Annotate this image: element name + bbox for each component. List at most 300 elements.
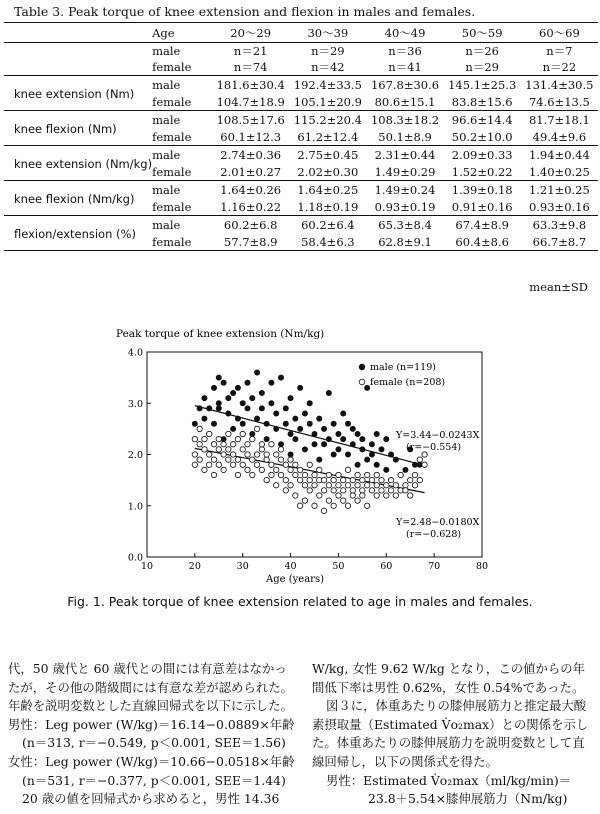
female-point — [398, 472, 403, 477]
male-point — [307, 401, 312, 406]
male-point — [341, 437, 346, 442]
age-group-header: 30〜39 — [307, 25, 349, 40]
female-point — [369, 477, 374, 482]
cell: n＝22 — [542, 60, 577, 74]
female-point — [345, 483, 350, 488]
female-point — [197, 457, 202, 462]
female-point — [269, 472, 274, 477]
female-point — [293, 462, 298, 467]
male-point — [350, 442, 355, 447]
female-point — [259, 467, 264, 472]
male-point — [393, 457, 398, 462]
male-point — [245, 406, 250, 411]
male-point — [403, 467, 408, 472]
female-point — [250, 457, 255, 462]
female-point — [288, 483, 293, 488]
cell: 2.74±0.36 — [220, 148, 282, 162]
cell: 58.4±6.3 — [301, 235, 355, 249]
female-point — [221, 467, 226, 472]
age-group-header: 20〜29 — [230, 25, 272, 40]
male-point — [202, 396, 207, 401]
female-point — [288, 467, 293, 472]
male-point — [312, 431, 317, 436]
text-line: 男性：Leg power (W/kg)＝16.14−0.0889×年齢 — [8, 716, 295, 732]
cell: 1.39±0.18 — [451, 183, 513, 197]
male-point — [341, 411, 346, 416]
female-point — [216, 462, 221, 467]
male-point — [288, 452, 293, 457]
text-column-left — [8, 660, 298, 809]
row-group — [4, 146, 598, 181]
cell: 192.4±33.5 — [293, 78, 362, 92]
female-point — [278, 457, 283, 462]
male-point — [216, 401, 221, 406]
female-point — [192, 462, 197, 467]
sex-label: male — [152, 113, 181, 127]
x-tick-label: 60 — [380, 561, 393, 572]
cell: 67.4±8.9 — [455, 218, 509, 232]
male-point — [317, 416, 322, 421]
female-point — [379, 488, 384, 493]
cell: n＝41 — [388, 60, 422, 74]
female-point — [384, 493, 389, 498]
male-point — [369, 452, 374, 457]
male-point — [345, 452, 350, 457]
female-point — [230, 442, 235, 447]
male-point — [197, 406, 202, 411]
male-point — [384, 437, 389, 442]
female-point — [254, 462, 259, 467]
female-point — [408, 477, 413, 482]
female-point — [388, 488, 393, 493]
text-line: 代，50 歳代と 60 歳代との間には有意差はなかっ — [8, 661, 287, 676]
female-point — [403, 483, 408, 488]
female-point — [384, 483, 389, 488]
cell: 2.75±0.45 — [297, 148, 359, 162]
male-point — [326, 390, 331, 395]
cell: 108.3±18.2 — [370, 113, 440, 127]
male-point — [283, 421, 288, 426]
male-point — [269, 380, 274, 385]
cell: 0.91±0.16 — [451, 200, 513, 214]
cell: 1.52±0.22 — [451, 165, 513, 179]
female-point — [307, 462, 312, 467]
male-point — [317, 457, 322, 462]
female-point — [192, 436, 197, 441]
cell: 1.21±0.25 — [528, 183, 590, 197]
female-point — [240, 447, 245, 452]
cell: 108.5±17.6 — [216, 113, 285, 127]
male-point — [245, 380, 250, 385]
male-point — [269, 401, 274, 406]
female-point — [364, 503, 369, 508]
age-label: Age — [152, 25, 175, 40]
female-point — [278, 447, 283, 452]
female-point — [283, 462, 288, 467]
x-tick-label: 80 — [475, 561, 489, 572]
cell: 49.4±9.6 — [532, 130, 587, 144]
female-point — [202, 467, 207, 472]
legend-label: male (n=119) — [370, 362, 436, 373]
female-point — [283, 488, 288, 493]
female-point — [417, 477, 422, 482]
sex-label: male — [152, 183, 181, 197]
female-point — [360, 488, 365, 493]
cell: 96.6±14.4 — [451, 113, 513, 127]
cell: 50.1±8.9 — [378, 130, 432, 144]
female-point — [302, 498, 307, 503]
male-point — [192, 421, 197, 426]
female-point — [355, 483, 360, 488]
cell: 1.18±0.19 — [297, 200, 359, 214]
male-point — [365, 457, 370, 462]
female-point — [264, 452, 269, 457]
male-point — [374, 431, 379, 436]
male-point — [374, 462, 379, 467]
female-point — [216, 447, 221, 452]
female-point — [297, 467, 302, 472]
female-point — [336, 483, 341, 488]
cell: 1.16±0.22 — [220, 200, 282, 214]
cell: 181.6±30.4 — [216, 78, 285, 92]
table-footnote: mean±SD — [529, 280, 588, 294]
cell: 1.94±0.44 — [528, 148, 590, 162]
female-point — [374, 472, 379, 477]
female-point — [350, 488, 355, 493]
female-point — [302, 483, 307, 488]
age-group-header: 40〜49 — [384, 25, 426, 40]
female-point — [317, 493, 322, 498]
cell: 115.2±20.4 — [293, 113, 362, 127]
y-tick-label: 2.0 — [127, 450, 143, 461]
female-point — [211, 442, 216, 447]
male-point — [307, 421, 312, 426]
cell: 61.2±12.4 — [297, 130, 359, 144]
male-point — [369, 442, 374, 447]
group-label: knee flexion (Nm) — [14, 121, 117, 136]
sex-label: female — [152, 60, 192, 74]
female-point — [412, 472, 417, 477]
text-line: 年齢を説明変数とした直線回帰式を以下に示した。 — [8, 698, 293, 714]
legend-marker-male — [359, 364, 365, 370]
sex-label: female — [152, 235, 192, 249]
cell: n＝29 — [465, 60, 499, 74]
table-row — [4, 43, 598, 60]
female-point — [293, 472, 298, 477]
chart-legend — [359, 362, 479, 540]
male-point — [360, 447, 365, 452]
x-tick-label: 10 — [140, 561, 154, 572]
female-point — [355, 472, 360, 477]
female-point — [393, 493, 398, 498]
y-tick-label: 0.0 — [127, 552, 143, 564]
female-point — [274, 467, 279, 472]
female-point — [293, 493, 298, 498]
female-point — [283, 477, 288, 482]
female-point — [345, 467, 350, 472]
regression-r-female: (r=−0.628) — [406, 529, 462, 540]
female-point — [331, 488, 336, 493]
table-row — [4, 59, 598, 76]
cell: 145.1±25.3 — [448, 78, 517, 92]
cell: 2.02±0.30 — [297, 165, 359, 179]
male-point — [211, 385, 216, 390]
male-point — [264, 437, 269, 442]
female-point — [288, 457, 293, 462]
cell: 57.7±8.9 — [223, 235, 278, 249]
male-point — [226, 411, 231, 416]
group-label: knee extension (Nm) — [14, 86, 135, 101]
female-point — [245, 442, 250, 447]
cell: 1.64±0.26 — [220, 183, 282, 197]
male-point — [216, 375, 221, 380]
text-line: 線回帰し，以下の関係式を得た。 — [312, 753, 498, 769]
cell: 80.6±15.1 — [374, 95, 436, 109]
male-point — [298, 426, 303, 431]
table-row — [4, 76, 598, 94]
female-point — [226, 457, 231, 462]
female-point — [379, 477, 384, 482]
male-point — [202, 416, 207, 421]
cell: 0.93±0.19 — [374, 200, 436, 214]
row-group — [4, 216, 598, 251]
female-point — [326, 472, 331, 477]
table-row — [4, 216, 598, 234]
sex-label: female — [152, 200, 192, 214]
female-point — [207, 452, 212, 457]
row-group — [4, 111, 598, 146]
male-point — [336, 431, 341, 436]
table-row — [4, 111, 598, 129]
x-axis-label: Age (years) — [266, 574, 324, 585]
cell: 167.8±30.6 — [370, 78, 440, 92]
male-point — [326, 437, 331, 442]
female-point — [345, 503, 350, 508]
male-point — [360, 437, 365, 442]
male-point — [254, 370, 259, 375]
text-line: 素摂取量（Estimated V̇o₂max）との関係を示し — [312, 716, 589, 732]
sex-label: female — [152, 130, 192, 144]
female-point — [336, 472, 341, 477]
female-point — [297, 503, 302, 508]
male-point — [321, 442, 326, 447]
female-point — [297, 477, 302, 482]
y-tick-label: 4.0 — [127, 347, 143, 359]
row-group — [4, 181, 598, 216]
table-row — [4, 181, 598, 199]
female-point — [202, 447, 207, 452]
male-point — [283, 406, 288, 411]
female-point — [230, 452, 235, 457]
x-tick-label: 20 — [188, 561, 201, 572]
male-point — [211, 421, 216, 426]
male-point — [254, 416, 259, 421]
text-line: 23.8＋5.54×膝伸展筋力（Nm/kg) — [368, 791, 568, 807]
female-point — [197, 426, 202, 431]
text-line: 男性：Estimated V̇o₂max（ml/kg/min)＝ — [326, 772, 572, 788]
cell: 50.2±10.0 — [451, 130, 513, 144]
male-point — [240, 401, 245, 406]
female-point — [336, 493, 341, 498]
female-point — [278, 472, 283, 477]
sex-label: male — [152, 78, 181, 92]
cell: n＝21 — [233, 44, 268, 58]
male-point — [365, 385, 370, 390]
male-point — [264, 421, 269, 426]
male-point — [250, 396, 255, 401]
female-point — [412, 483, 417, 488]
female-point — [264, 477, 269, 482]
female-point — [207, 431, 212, 436]
female-point — [207, 462, 212, 467]
male-point — [388, 452, 393, 457]
text-line: た。体重あたりの膝伸展筋力を説明変数として直 — [312, 735, 585, 751]
scatter-chart — [110, 326, 500, 588]
male-point — [231, 426, 236, 431]
female-point — [269, 442, 274, 447]
male-point — [302, 411, 307, 416]
cell: 63.3±9.8 — [532, 218, 587, 232]
cell: 74.6±13.5 — [528, 95, 590, 109]
female-point — [331, 477, 336, 482]
cell: 66.7±8.7 — [532, 235, 587, 249]
male-point — [288, 396, 293, 401]
female-point — [360, 477, 365, 482]
n-rows — [4, 43, 598, 76]
female-point — [250, 436, 255, 441]
male-point — [274, 426, 279, 431]
regression-r-male: (r=−0.554) — [406, 442, 462, 453]
male-point — [302, 447, 307, 452]
age-header-row — [4, 23, 598, 43]
male-point — [278, 375, 283, 380]
male-point — [207, 406, 212, 411]
group-label: knee extension (Nm/kg) — [14, 156, 153, 171]
female-point — [341, 477, 346, 482]
table-row — [4, 146, 598, 164]
cell: 104.7±18.9 — [216, 95, 285, 109]
cell: 83.8±15.6 — [451, 95, 513, 109]
cell: 1.40±0.25 — [528, 165, 590, 179]
female-point — [422, 462, 427, 467]
female-point — [317, 467, 322, 472]
table-caption: Table 3. Peak torque of knee extension and flexion in males and females. — [14, 4, 476, 19]
cell: 131.4±30.5 — [525, 78, 594, 92]
y-tick-label: 1.0 — [127, 501, 143, 513]
male-point — [298, 385, 303, 390]
female-point — [274, 483, 279, 488]
cell: n＝36 — [388, 44, 422, 58]
male-point — [312, 442, 317, 447]
text-line: 図３に，体重あたりの膝伸展筋力と推定最大酸 — [326, 698, 587, 714]
female-point — [364, 472, 369, 477]
male-point — [331, 421, 336, 426]
male-point — [216, 406, 221, 411]
male-point — [231, 390, 236, 395]
text-line: (n＝313, r＝−0.549, p＜0.001, SEE＝1.56) — [22, 735, 286, 751]
female-point — [254, 426, 259, 431]
female-point — [226, 447, 231, 452]
female-point — [369, 488, 374, 493]
female-point — [221, 452, 226, 457]
legend-label: female (n=208) — [370, 377, 446, 388]
cell: 60.4±8.6 — [455, 235, 509, 249]
male-point — [235, 385, 240, 390]
sex-label: female — [152, 95, 192, 109]
cell: 65.3±8.4 — [378, 218, 432, 232]
female-point — [226, 431, 231, 436]
sex-label: male — [152, 44, 181, 58]
female-point — [269, 462, 274, 467]
cell: 81.7±18.1 — [528, 113, 590, 127]
female-point — [350, 493, 355, 498]
female-point — [321, 508, 326, 513]
text-line: (n＝531, r＝−0.377, p＜0.001, SEE＝1.44) — [22, 772, 286, 788]
female-point — [245, 452, 250, 457]
female-point — [326, 498, 331, 503]
male-point — [293, 416, 298, 421]
cell: 60.1±12.3 — [220, 130, 282, 144]
female-point — [364, 483, 369, 488]
female-point — [235, 472, 240, 477]
male-point — [240, 421, 245, 426]
female-point — [341, 488, 346, 493]
female-point — [408, 493, 413, 498]
female-point — [245, 467, 250, 472]
female-point — [211, 472, 216, 477]
chart-title: Peak torque of knee extension (Nm/kg) — [116, 328, 325, 340]
cell: 2.09±0.33 — [451, 148, 513, 162]
female-point — [264, 457, 269, 462]
cell: 62.8±9.1 — [378, 235, 432, 249]
male-point — [336, 447, 341, 452]
x-tick-label: 40 — [284, 561, 297, 572]
female-point — [250, 472, 255, 477]
female-point — [274, 452, 279, 457]
regression-equation-female: Y=2.48−0.0180X — [396, 517, 480, 528]
female-point — [326, 483, 331, 488]
cell: 2.31±0.44 — [374, 148, 436, 162]
female-point — [374, 483, 379, 488]
female-point — [216, 436, 221, 441]
female-point — [331, 503, 336, 508]
male-point — [293, 437, 298, 442]
legend-marker-female — [359, 379, 365, 385]
cell: 1.64±0.25 — [297, 183, 359, 197]
male-point — [250, 431, 255, 436]
female-point — [240, 431, 245, 436]
female-point — [235, 457, 240, 462]
female-point — [230, 462, 235, 467]
female-point — [388, 477, 393, 482]
cell: n＝7 — [546, 44, 573, 58]
male-point — [288, 431, 293, 436]
female-point — [259, 447, 264, 452]
cell: n＝42 — [311, 60, 345, 74]
male-point — [355, 462, 360, 467]
female-point — [312, 503, 317, 508]
x-tick-label: 70 — [428, 561, 441, 572]
male-point — [379, 447, 384, 452]
peak-torque-table — [4, 22, 598, 251]
male-point — [355, 431, 360, 436]
female-point — [374, 493, 379, 498]
male-point — [345, 421, 350, 426]
male-point — [259, 390, 264, 395]
female-point — [312, 472, 317, 477]
male-point — [221, 380, 226, 385]
female-point — [192, 452, 197, 457]
